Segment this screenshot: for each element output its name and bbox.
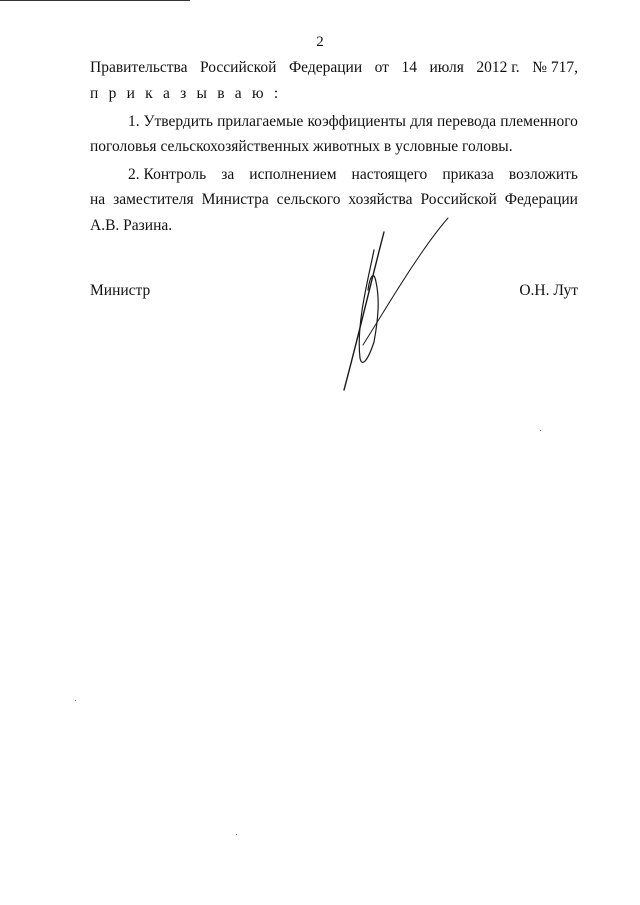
scan-speck bbox=[236, 834, 237, 835]
position-title: Министр bbox=[90, 282, 151, 299]
word: настоящего bbox=[351, 166, 428, 183]
scan-speck bbox=[540, 430, 541, 431]
word: перевода bbox=[437, 113, 497, 130]
word: Министра bbox=[201, 191, 269, 208]
word: прилагаемые bbox=[217, 113, 304, 130]
scan-speck bbox=[75, 700, 76, 701]
word: заместителя bbox=[113, 191, 194, 208]
word: Правительства bbox=[90, 59, 188, 76]
word: сельского bbox=[276, 191, 341, 208]
word: возложить bbox=[508, 166, 578, 183]
word: 1. Утвердить bbox=[128, 113, 213, 130]
word: июля bbox=[429, 59, 464, 76]
handwritten-signature bbox=[330, 210, 460, 400]
word: 2. Контроль bbox=[128, 166, 207, 183]
word: племенного bbox=[500, 113, 578, 130]
text-line-1 bbox=[90, 58, 578, 78]
word: Российской bbox=[420, 191, 497, 208]
word: коэффициенты bbox=[307, 113, 406, 130]
item1-line-2: поголовья сельскохозяйственных животных в условные головы. bbox=[90, 138, 513, 155]
word: Федерации bbox=[288, 59, 363, 76]
item1-line-1 bbox=[128, 112, 578, 132]
item2-line-1 bbox=[128, 165, 578, 185]
word: исполнением bbox=[249, 166, 337, 183]
word: 14 bbox=[401, 59, 417, 76]
word: за bbox=[221, 166, 235, 183]
word: для bbox=[410, 113, 433, 130]
item2-line-2 bbox=[90, 190, 578, 210]
word: от bbox=[374, 59, 389, 76]
page-number: 2 bbox=[316, 34, 324, 50]
signer-name: О.Н. Лут bbox=[519, 282, 578, 299]
order-word: п р и к а з ы в а ю : bbox=[90, 85, 282, 102]
word: 2012 г. bbox=[476, 59, 520, 76]
item2-line-3: А.В. Разина. bbox=[90, 217, 173, 234]
word: Федерации bbox=[504, 191, 578, 208]
word: приказа bbox=[442, 166, 494, 183]
word: № 717, bbox=[532, 59, 578, 76]
word: Российской bbox=[200, 59, 277, 76]
word: на bbox=[90, 191, 106, 208]
word: хозяйства bbox=[348, 191, 413, 208]
scan-edge-line bbox=[0, 0, 190, 1]
